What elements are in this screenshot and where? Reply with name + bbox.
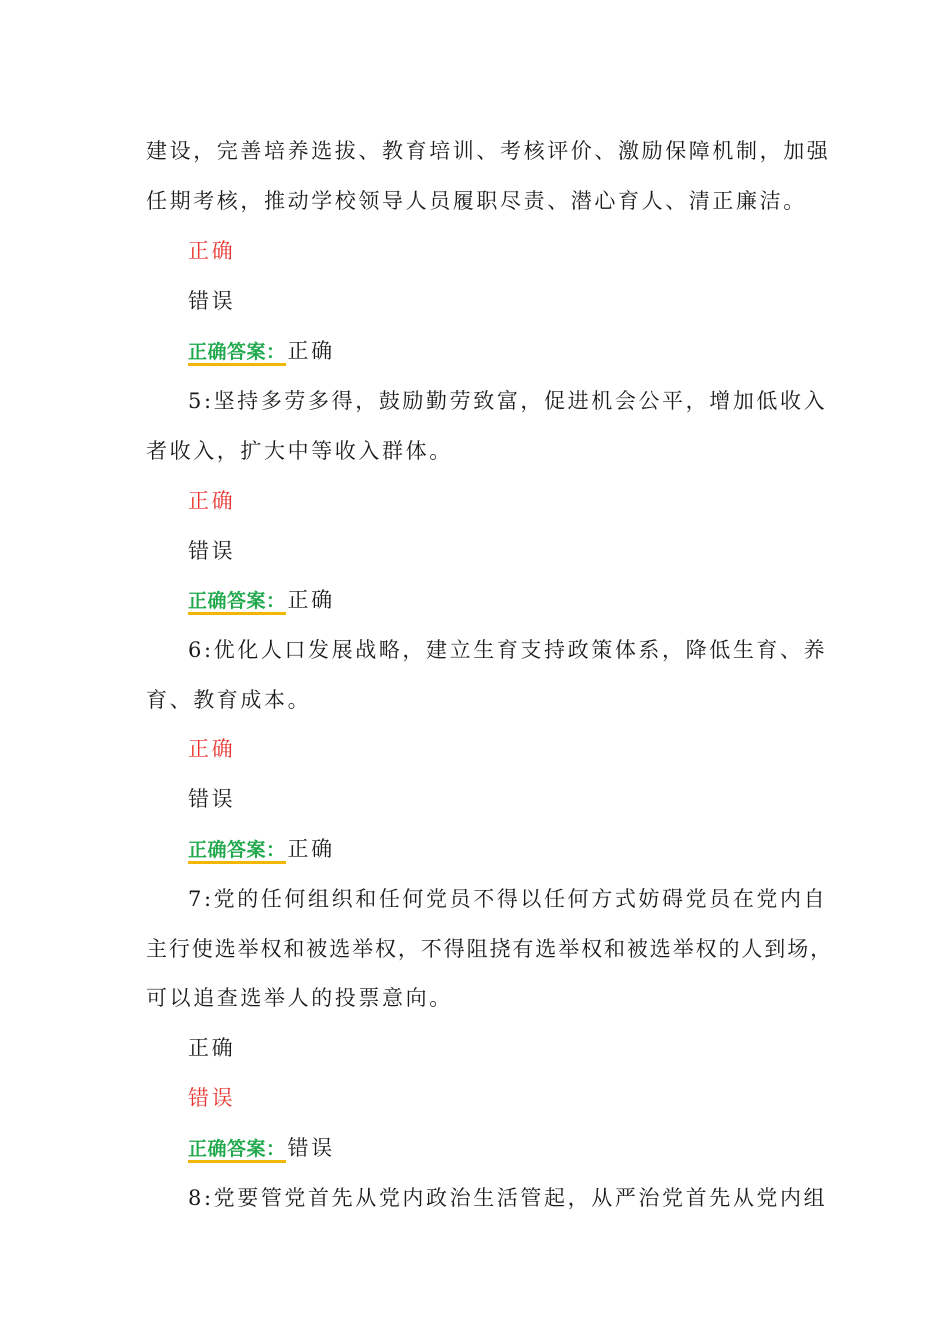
question-text-line: 可以追查选举人的投票意向。 <box>146 986 453 1010</box>
question-text-line: 7:党的任何组织和任何党员不得以任何方式妨碍党员在党内自 <box>188 887 828 911</box>
answer-value: 错误 <box>287 1136 335 1160</box>
question-text-line: 6:优化人口发展战略，建立生育支持政策体系，降低生育、养 <box>188 638 828 662</box>
answer-row <box>188 1133 335 1164</box>
option-correct-selected: 正确 <box>188 737 236 761</box>
question-text-line: 建设，完善培养选拔、教育培训、考核评价、激励保障机制，加强 <box>146 139 831 163</box>
question-text-line: 8:党要管党首先从党内政治生活管起，从严治党首先从党内组 <box>188 1186 828 1210</box>
option-correct: 正确 <box>188 1036 236 1060</box>
option-wrong-selected: 错误 <box>188 1086 236 1110</box>
option-correct-selected: 正确 <box>188 239 236 263</box>
answer-row <box>188 336 335 367</box>
answer-label: 正确答案： <box>188 341 286 366</box>
answer-value: 正确 <box>287 837 335 861</box>
answer-row <box>188 585 335 616</box>
option-correct-selected: 正确 <box>188 489 236 513</box>
answer-value: 正确 <box>287 588 335 612</box>
answer-row <box>188 834 335 865</box>
option-wrong: 错误 <box>188 289 236 313</box>
option-wrong: 错误 <box>188 539 236 563</box>
answer-value: 正确 <box>287 339 335 363</box>
option-wrong: 错误 <box>188 787 236 811</box>
question-text-line: 主行使选举权和被选举权，不得阻挠有选举权和被选举权的人到场， <box>146 937 833 961</box>
answer-label: 正确答案： <box>188 839 286 864</box>
question-text-line: 者收入，扩大中等收入群体。 <box>146 439 453 463</box>
question-text-line: 育、教育成本。 <box>146 688 312 712</box>
question-text-line: 5:坚持多劳多得，鼓励勤劳致富，促进机会公平，增加低收入 <box>188 389 828 413</box>
answer-label: 正确答案： <box>188 590 286 615</box>
answer-label: 正确答案： <box>188 1138 286 1163</box>
question-text-line: 任期考核，推动学校领导人员履职尽责、潜心育人、清正廉洁。 <box>146 189 807 213</box>
